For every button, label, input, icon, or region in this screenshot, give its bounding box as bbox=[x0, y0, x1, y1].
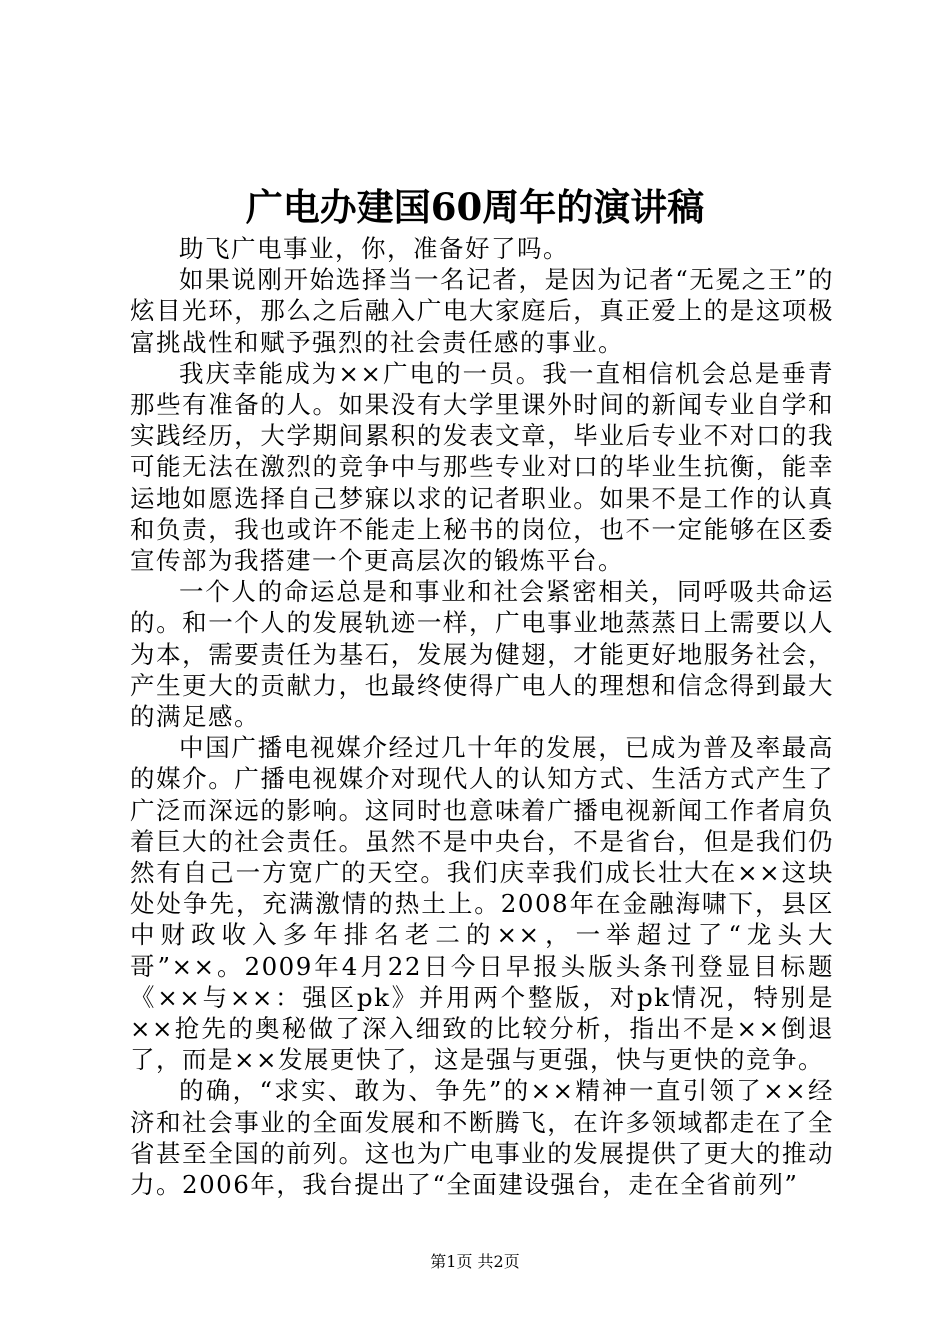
paragraph: 中国广播电视媒介经过几十年的发展，已成为普及率最高的媒介。广播电视媒介对现代人的认知方式、生活方式产生了广泛而深远的影响。这同时也意味着广播电视新闻工作者肩负着巨大的社会责任。虽然不是中央台，不是省台，但是我们仍然有自己一方宽广的天空。我们庆幸我们成长壮大在××这块处处争先，充满激情的热土上。2008年在金融海啸下，县区中财政收入多年排名老二的××，一举超过了“龙头大哥”××。2009年4月22日今日早报头版头条刊登显目标题《××与××：强区pk》并用两个整版，对pk情况，特别是××抢先的奥秘做了深入细致的比较分析，指出不是××倒退了，而是××发展更快了，这是强与更强，快与更快的竞争。 bbox=[130, 733, 834, 1075]
paragraph: 助飞广电事业，你，准备好了吗。 bbox=[179, 234, 569, 263]
paragraph: 的确，“求实、敢为、争先”的××精神一直引领了××经济和社会事业的全面发展和不断腾飞，在许多领域都走在了全省甚至全国的前列。这也为广电事业的发展提供了更大的推动力。2006年，我台提出了“全面建设强台，走在全省前列” bbox=[130, 1076, 834, 1200]
paragraph: 我庆幸能成为××广电的一员。我一直相信机会总是垂青那些有准备的人。如果没有大学里课外时间的新闻专业自学和实践经历，大学期间累积的发表文章，毕业后专业不对口的我可能无法在激烈的竞争中与那些专业对口的毕业生抗衡，能幸运地如愿选择自己梦寐以求的记者职业。如果不是工作的认真和负责，我也或许不能走上秘书的岗位，也不一定能够在区委宣传部为我搭建一个更高层次的锻炼平台。 bbox=[130, 358, 834, 576]
paragraph: 如果说刚开始选择当一名记者，是因为记者“无冕之王”的炫目光环，那么之后融入广电大家庭后，真正爱上的是这项极富挑战性和赋予强烈的社会责任感的事业。 bbox=[130, 265, 834, 357]
document-body bbox=[130, 233, 834, 1200]
page-title: 广电办建国60周年的演讲稿 bbox=[245, 185, 705, 229]
paragraph: 一个人的命运总是和事业和社会紧密相关，同呼吸共命运的。和一个人的发展轨迹一样，广电事业地蒸蒸日上需要以人为本，需要责任为基石，发展为健翅，才能更好地服务社会，产生更大的贡献力，也最终使得广电人的理想和信念得到最大的满足感。 bbox=[130, 577, 834, 732]
page-footer: 第1页 共2页 bbox=[430, 1252, 520, 1271]
